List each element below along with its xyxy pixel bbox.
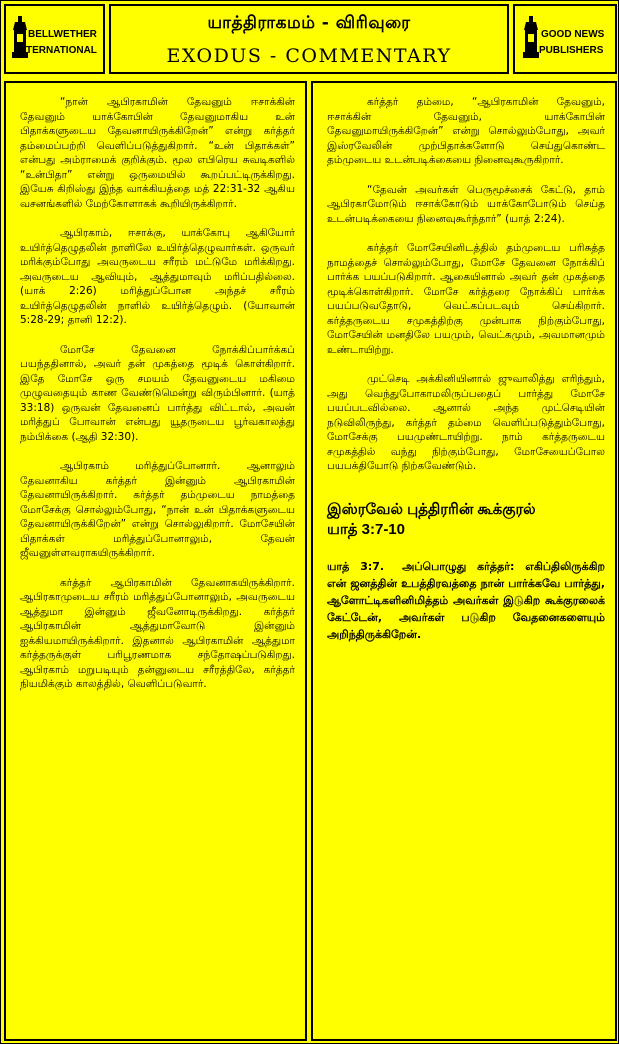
bellwether-logo — [4, 4, 105, 74]
left-paragraph-1: “நான் ஆபிரகாமின் தேவனும் ஈசாக்கின் தேவனும் யாக்கோபின் தேவனுமாகிய உன் பிதாக்களுடைய தேவனாயிருக்கிறேன்” என்று கர்த்தர் தம்மைப்பற்றி வெளிப்படுத்துகிறார். “உன் பிதாக்கள்” என்பது அம்ராமைக் குறிக்கும். மூல எபிரெய சுவடிகளில் “உன்பிதா” என்று ஒருமையில் கூறப்பட்டிருக்கிறது. இயேசு கிறிஸ்து இந்த வாக்கியத்தை மத் 22:31-32 ஆகிய வசனங்களில் மேற்கோளாகக் கூறியிருக்கிறார். — [20, 96, 295, 210]
right-paragraph-4: முட்செடி அக்கினியினால் ஜுவாலித்து எரிந்தும், அது வெந்துபோகாமலிருப்பதைப் பார்த்து மோசே பயப்படவில்லை. ஆனால் அந்த முட்செடியின் நடுவிலிருந்து, கர்த்தர் தம்மை வெளிப்படுத்தும்போது, மோசேக்கு பயமுண்டாயிற்று. நாம் கர்த்தருடைய சமுகத்தில் வந்து நிற்கும்போது, மோசேயைப்போல பயபக்தியோடு நிற்கவேண்டும். — [327, 373, 605, 472]
right-paragraph-2: “தேவன் அவர்கள் பெருமூச்சைக் கேட்டு, தாம் ஆபிரகாமோடும் ஈசாக்கோடும் யாக்கோபோடும் செய்த உடன்படிக்கையை நினைவுகூர்ந்தார்” (யாத் 2:24). — [327, 183, 605, 225]
section-heading-title: இஸ்ரவேல் புத்திரரின் கூக்குரல் — [327, 500, 536, 518]
logo-right-line1: GOOD NEWS — [541, 29, 605, 40]
page-title-english: EXODUS - COMMENTARY — [166, 45, 452, 67]
left-paragraph-3: மோசே தேவனை நோக்கிப்பார்க்கப் பயந்ததினால், அவர் தன் முகத்தை மூடிக் கொள்கிறார். இதே மோசே ஒரு சமயம் தேவனுடைய மகிமை முழுவதையும் காண வேண்டுமென்று விரும்பினார். (யாத் 33:18) ஒருவன் தேவனைப் பார்த்து விட்டால், அவன் மரித்துப் போவான் என்பது யூதருடைய பூர்வகாலத்து நம்பிக்கை (ஆதி 32:30). — [20, 343, 295, 443]
left-paragraph-5: கர்த்தர் ஆபிரகாமின் தேவனாகயிருக்கிறார். ஆபிரகாமுடைய சரீரம் மரித்துப்போனாலும், அவருடைய ஆத்துமா இன்னும் ஜீவனோடிருக்கிறது. கர்த்தர் ஆபிரகாமின் ஆத்துமாவோடு இன்னும் ஐக்கியமாயிருக்கிறார். இதனால் ஆபிரகாமின் ஆத்துமா கர்த்தருக்குள் பரிபூரணமாக சந்தோஷப்படுகிறது. ஆபிரகாம் மறுபடியும் தன்னுடைய சரீரத்திலே, கர்த்தர் நியமிக்கும் காலத்தில், வெளிப்படுவார். — [20, 576, 295, 690]
page-title-tamil: யாத்திராகமம் - விரிவுரை — [207, 13, 411, 33]
right-paragraph-1: கர்த்தர் தம்மை, “ஆபிரகாமின் தேவனும், ஈசாக்கின் தேவனும், யாக்கோபின் தேவனுமாயிருக்கிறேன்” என்று சொல்லும்போது, அவர் இஸ்ரவேலின் முற்பிதாக்களோடு செய்துகொண்ட தம்முடைய உடன்படிக்கையை நினைவுகூருகிறார். — [327, 96, 605, 166]
section-heading — [327, 500, 605, 540]
verse-text: அப்பொழுது கர்த்தர்: எகிப்திலிருக்கிற என் ஜனத்தின் உபத்திரவத்தை நான் பார்க்கவே பார்த்து, ஆளோட்டிகளினிமித்தம் அவர்கள் இடுகிற கூக்குரலைக் கேட்டேன், அவர்கள் படுகிற வேதனைகளையும் அறிந்திருக்கிறேன். — [327, 559, 605, 641]
bell-tower-icon — [523, 16, 539, 60]
left-paragraph-2: ஆபிரகாம், ஈசாக்கு, யாக்கோபு ஆகியோர் உயிர்த்தெழுதலின் நாளிலே உயிர்த்தெழுவார்கள். ஒருவர் மரிக்கும்போது அவருடைய சரீரம் மட்டுமே மரிக்கிறது. அவருடைய ஆவியும், ஆத்துமாவும் மரிப்பதில்லை. (யாக் 2:26) மரித்துப்போன அந்தச் சரீரம் உயிர்த்தெழுதலின் நாளில் உயிர்த்தெழும். (யோவான் 5:28-29; தானி 12:2). — [20, 227, 295, 326]
right-paragraph-3: கர்த்தர் மோசேயினிடத்தில் தம்முடைய பரிசுத்த நாமத்தைச் சொல்லும்போது, மோசே தேவனை நோக்கிப் பார்க்க பயப்படுகிறார். ஆகையினால் அவர் தன் முகத்தை மூடிக்கொள்கிறார். மோசே கர்த்தரை நோக்கிப் பார்க்க பயப்படுவதோடு, வெட்கப்படவும் செய்கிறார். கர்த்தருடைய சமுகத்திற்கு முன்பாக நிற்கும்போது, மோசேயின் மனதிலே பயமும், வெட்கமும், அவமானமும் உண்டாயிற்று. — [327, 242, 605, 356]
title-box — [109, 4, 509, 74]
logo-right-line2: PUBLISHERS — [539, 45, 604, 56]
logo-left-line1: BELLWETHER — [28, 29, 97, 40]
section-heading-reference: யாத் 3:7-10 — [327, 520, 405, 538]
verse-reference: யாத் 3:7. — [327, 559, 385, 573]
left-column — [4, 81, 307, 1041]
good-news-logo — [513, 4, 617, 74]
verse-block — [327, 558, 605, 643]
left-paragraph-4: ஆபிரகாம் மரித்துப்போனார். ஆனாலும் தேவனாகிய கர்த்தர் இன்னும் ஆபிரகாமின் தேவனாயிருக்கிறார். கர்த்தர் தம்முடைய நாமத்தை மோசேக்கு சொல்லும்போது, “நான் உன் பிதாக்களுடைய தேவனாயிருக்கிறேன்” என்று சொல்லுகிறார். மோசேயின் பிதாக்கள் மரித்துப்போனாலும், தேவன் ஜீவனுள்ளவராகயிருக்கிறார். — [20, 460, 295, 559]
header — [1, 1, 618, 79]
logo-left-line2: INTERNATIONAL — [16, 45, 97, 56]
right-column — [311, 81, 617, 1041]
